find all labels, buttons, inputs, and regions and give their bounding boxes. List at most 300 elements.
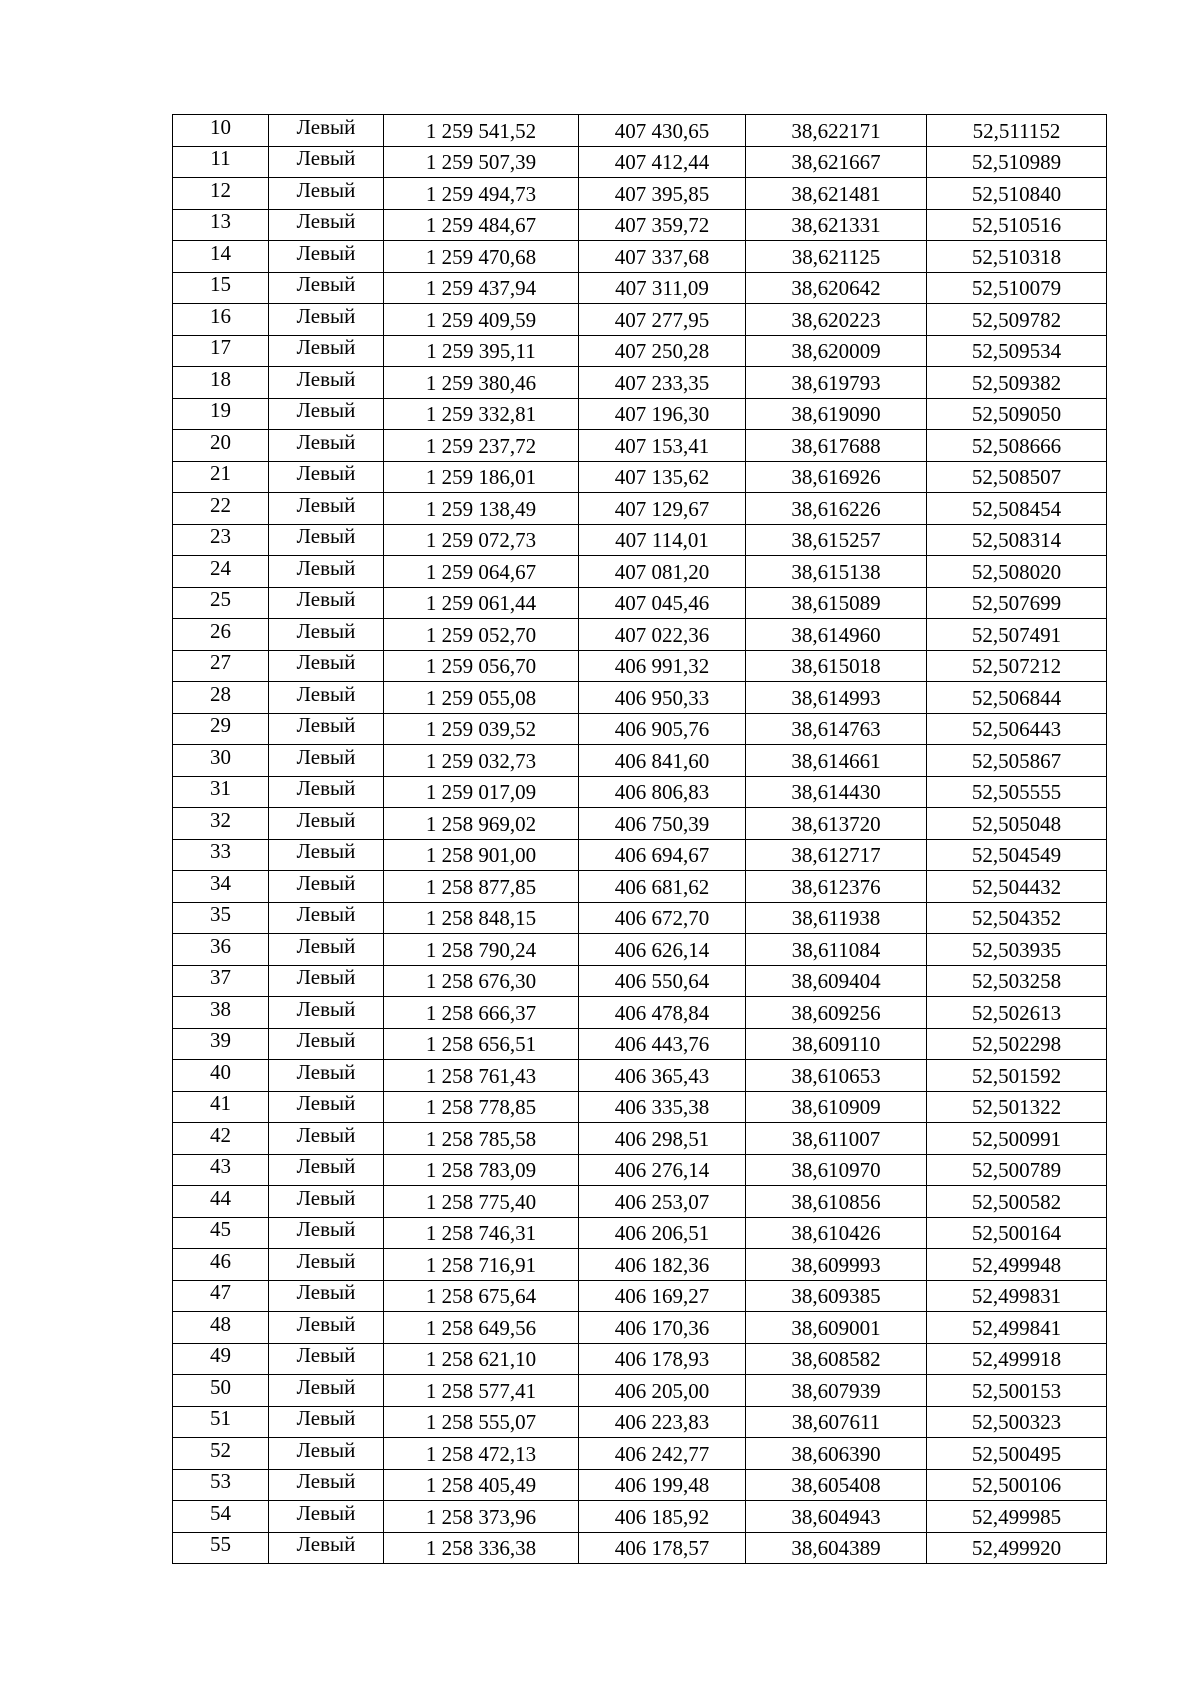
cell-text: 1 259 138,49 — [425, 496, 537, 521]
cell-text: Левый — [296, 303, 356, 328]
y-coordinate-cell — [579, 1091, 746, 1123]
longitude-cell — [746, 934, 927, 966]
table-row — [173, 871, 1107, 903]
cell-text: 52,510318 — [971, 244, 1062, 269]
cell-text: 55 — [210, 1532, 231, 1557]
longitude-cell — [746, 367, 927, 399]
cell-text: 406 626,14 — [614, 937, 710, 962]
cell-text: 406 365,43 — [614, 1063, 710, 1088]
latitude-cell — [927, 367, 1107, 399]
longitude-cell — [746, 493, 927, 525]
cell-text: 1 259 332,81 — [425, 402, 537, 427]
latitude-cell — [927, 1532, 1107, 1564]
point-number-cell — [173, 776, 269, 808]
y-coordinate-cell — [579, 745, 746, 777]
cell-text: 38,621331 — [791, 213, 881, 238]
cell-text: 52,510516 — [971, 213, 1062, 238]
y-coordinate-cell — [579, 1343, 746, 1375]
x-coordinate-cell — [384, 1501, 579, 1533]
latitude-cell — [927, 556, 1107, 588]
side-cell — [269, 1469, 384, 1501]
side-cell — [269, 241, 384, 273]
longitude-cell — [746, 272, 927, 304]
table-row — [173, 1343, 1107, 1375]
latitude-cell — [927, 1249, 1107, 1281]
side-cell — [269, 682, 384, 714]
cell-text: 21 — [210, 461, 231, 486]
cell-text: 38,614430 — [791, 780, 881, 805]
x-coordinate-cell — [384, 745, 579, 777]
longitude-cell — [746, 682, 927, 714]
cell-text: 407 196,30 — [614, 402, 710, 427]
cell-text: Левый — [296, 1469, 356, 1494]
latitude-cell — [927, 524, 1107, 556]
longitude-cell — [746, 839, 927, 871]
cell-text: Левый — [296, 650, 356, 675]
cell-text: 38,609001 — [791, 1315, 881, 1340]
cell-text: 36 — [210, 933, 231, 958]
side-cell — [269, 1406, 384, 1438]
y-coordinate-cell — [579, 713, 746, 745]
cell-text: 52,506844 — [971, 685, 1062, 710]
cell-text: 1 258 405,49 — [425, 1473, 537, 1498]
table-row — [173, 1154, 1107, 1186]
longitude-cell — [746, 556, 927, 588]
table-row — [173, 650, 1107, 682]
y-coordinate-cell — [579, 524, 746, 556]
table-row — [173, 808, 1107, 840]
cell-text: 1 258 848,15 — [425, 906, 537, 931]
cell-text: 407 114,01 — [615, 528, 709, 553]
cell-text: 1 259 395,11 — [426, 339, 536, 364]
cell-text: 52,504352 — [971, 906, 1062, 931]
point-number-cell — [173, 587, 269, 619]
side-cell — [269, 1438, 384, 1470]
x-coordinate-cell — [384, 1060, 579, 1092]
y-coordinate-cell — [579, 1469, 746, 1501]
latitude-cell — [927, 493, 1107, 525]
cell-text: 52,502613 — [971, 1000, 1062, 1025]
table-row — [173, 1532, 1107, 1564]
cell-text: 38,609404 — [791, 969, 881, 994]
x-coordinate-cell — [384, 1186, 579, 1218]
point-number-cell — [173, 1375, 269, 1407]
cell-text: 1 258 746,31 — [425, 1221, 537, 1246]
point-number-cell — [173, 965, 269, 997]
x-coordinate-cell — [384, 1312, 579, 1344]
cell-text: Левый — [296, 1311, 356, 1336]
point-number-cell — [173, 1343, 269, 1375]
point-number-cell — [173, 1091, 269, 1123]
cell-text: 32 — [210, 807, 231, 832]
cell-text: 52,499948 — [971, 1252, 1062, 1277]
point-number-cell — [173, 1060, 269, 1092]
cell-text: Левый — [296, 902, 356, 927]
cell-text: 38,620642 — [791, 276, 881, 301]
table-row — [173, 1249, 1107, 1281]
latitude-cell — [927, 1186, 1107, 1218]
cell-text: Левый — [296, 776, 356, 801]
cell-text: 1 258 555,07 — [425, 1410, 537, 1435]
side-cell — [269, 367, 384, 399]
latitude-cell — [927, 934, 1107, 966]
cell-text: 38,615257 — [791, 528, 881, 553]
table-row — [173, 1375, 1107, 1407]
cell-text: 38,616226 — [791, 496, 881, 521]
x-coordinate-cell — [384, 146, 579, 178]
cell-text: 406 205,00 — [614, 1378, 710, 1403]
cell-text: Левый — [296, 177, 356, 202]
y-coordinate-cell — [579, 808, 746, 840]
cell-text: 406 335,38 — [614, 1095, 710, 1120]
cell-text: 33 — [210, 839, 231, 864]
x-coordinate-cell — [384, 461, 579, 493]
cell-text: 1 258 783,09 — [425, 1158, 537, 1183]
cell-text: 26 — [210, 618, 231, 643]
cell-text: Левый — [296, 1122, 356, 1147]
table-row — [173, 209, 1107, 241]
side-cell — [269, 1343, 384, 1375]
x-coordinate-cell — [384, 902, 579, 934]
cell-text: Левый — [296, 272, 356, 297]
x-coordinate-cell — [384, 713, 579, 745]
x-coordinate-cell — [384, 524, 579, 556]
x-coordinate-cell — [384, 556, 579, 588]
cell-text: 407 430,65 — [614, 118, 710, 143]
cell-text: 38,606390 — [791, 1441, 881, 1466]
latitude-cell — [927, 902, 1107, 934]
cell-text: Левый — [296, 398, 356, 423]
y-coordinate-cell — [579, 587, 746, 619]
table-row — [173, 398, 1107, 430]
x-coordinate-cell — [384, 1469, 579, 1501]
side-cell — [269, 146, 384, 178]
latitude-cell — [927, 304, 1107, 336]
y-coordinate-cell — [579, 209, 746, 241]
cell-text: 52,501322 — [971, 1095, 1062, 1120]
table-row — [173, 178, 1107, 210]
cell-text: 52,499918 — [971, 1347, 1062, 1372]
cell-text: 52,499985 — [971, 1504, 1062, 1529]
cell-text: 406 169,27 — [614, 1284, 710, 1309]
cell-text: 1 259 017,09 — [425, 780, 537, 805]
cell-text: 38,612376 — [791, 874, 881, 899]
cell-text: 52,500495 — [971, 1441, 1062, 1466]
cell-text: Левый — [296, 1059, 356, 1084]
latitude-cell — [927, 997, 1107, 1029]
latitude-cell — [927, 1438, 1107, 1470]
x-coordinate-cell — [384, 335, 579, 367]
cell-text: 29 — [210, 713, 231, 738]
cell-text: 15 — [210, 272, 231, 297]
latitude-cell — [927, 1280, 1107, 1312]
side-cell — [269, 839, 384, 871]
side-cell — [269, 1154, 384, 1186]
latitude-cell — [927, 839, 1107, 871]
x-coordinate-cell — [384, 1280, 579, 1312]
x-coordinate-cell — [384, 209, 579, 241]
cell-text: 18 — [210, 366, 231, 391]
point-number-cell — [173, 524, 269, 556]
cell-text: 53 — [210, 1469, 231, 1494]
longitude-cell — [746, 902, 927, 934]
x-coordinate-cell — [384, 808, 579, 840]
cell-text: 1 258 790,24 — [425, 937, 537, 962]
x-coordinate-cell — [384, 1438, 579, 1470]
cell-text: Левый — [296, 618, 356, 643]
cell-text: 406 170,36 — [614, 1315, 710, 1340]
cell-text: 407 081,20 — [614, 559, 710, 584]
table-row — [173, 304, 1107, 336]
y-coordinate-cell — [579, 1280, 746, 1312]
side-cell — [269, 524, 384, 556]
cell-text: 38,617688 — [791, 433, 881, 458]
side-cell — [269, 335, 384, 367]
cell-text: Левый — [296, 1091, 356, 1116]
cell-text: Левый — [296, 1532, 356, 1557]
cell-text: Левый — [296, 839, 356, 864]
cell-text: 406 276,14 — [614, 1158, 710, 1183]
cell-text: 1 259 055,08 — [425, 685, 537, 710]
cell-text: 38,610426 — [791, 1221, 881, 1246]
side-cell — [269, 587, 384, 619]
longitude-cell — [746, 1060, 927, 1092]
cell-text: 1 258 676,30 — [425, 969, 537, 994]
point-number-cell — [173, 1217, 269, 1249]
cell-text: 1 258 969,02 — [425, 811, 537, 836]
longitude-cell — [746, 1091, 927, 1123]
cell-text: 1 259 484,67 — [425, 213, 537, 238]
cell-text: Левый — [296, 1185, 356, 1210]
x-coordinate-cell — [384, 776, 579, 808]
y-coordinate-cell — [579, 776, 746, 808]
cell-text: 38,616926 — [791, 465, 881, 490]
table-row — [173, 619, 1107, 651]
x-coordinate-cell — [384, 115, 579, 147]
point-number-cell — [173, 241, 269, 273]
y-coordinate-cell — [579, 398, 746, 430]
point-number-cell — [173, 934, 269, 966]
cell-text: 38,610970 — [791, 1158, 881, 1183]
y-coordinate-cell — [579, 335, 746, 367]
point-number-cell — [173, 902, 269, 934]
y-coordinate-cell — [579, 871, 746, 903]
coordinates-table — [172, 114, 1107, 1564]
side-cell — [269, 398, 384, 430]
y-coordinate-cell — [579, 934, 746, 966]
point-number-cell — [173, 146, 269, 178]
x-coordinate-cell — [384, 619, 579, 651]
cell-text: 38,607611 — [791, 1410, 881, 1435]
cell-text: 407 129,67 — [614, 496, 710, 521]
cell-text: 38,613720 — [791, 811, 881, 836]
cell-text: 1 258 666,37 — [425, 1000, 537, 1025]
cell-text: 1 259 039,52 — [425, 717, 537, 742]
cell-text: 45 — [210, 1217, 231, 1242]
cell-text: 38,620223 — [791, 307, 881, 332]
table-row — [173, 241, 1107, 273]
point-number-cell — [173, 1469, 269, 1501]
side-cell — [269, 430, 384, 462]
cell-text: 407 250,28 — [614, 339, 710, 364]
cell-text: Левый — [296, 209, 356, 234]
cell-text: 1 259 072,73 — [425, 528, 537, 553]
side-cell — [269, 965, 384, 997]
x-coordinate-cell — [384, 587, 579, 619]
y-coordinate-cell — [579, 902, 746, 934]
y-coordinate-cell — [579, 493, 746, 525]
cell-text: 38,610653 — [791, 1063, 881, 1088]
cell-text: 1 258 373,96 — [425, 1504, 537, 1529]
cell-text: Левый — [296, 1280, 356, 1305]
longitude-cell — [746, 1532, 927, 1564]
cell-text: 1 259 186,01 — [425, 465, 537, 490]
table-row — [173, 1091, 1107, 1123]
y-coordinate-cell — [579, 1028, 746, 1060]
cell-text: 38,614993 — [791, 685, 881, 710]
table-row — [173, 1438, 1107, 1470]
latitude-cell — [927, 430, 1107, 462]
cell-text: 406 672,70 — [614, 906, 710, 931]
longitude-cell — [746, 335, 927, 367]
longitude-cell — [746, 965, 927, 997]
cell-text: 406 806,83 — [614, 780, 710, 805]
cell-text: 407 022,36 — [614, 622, 710, 647]
table-row — [173, 146, 1107, 178]
cell-text: 23 — [210, 524, 231, 549]
cell-text: 38,614661 — [791, 748, 881, 773]
cell-text: Левый — [296, 713, 356, 738]
cell-text: 38,615089 — [791, 591, 881, 616]
side-cell — [269, 1249, 384, 1281]
point-number-cell — [173, 398, 269, 430]
cell-text: Левый — [296, 965, 356, 990]
cell-text: 52,500106 — [971, 1473, 1062, 1498]
cell-text: 1 258 675,64 — [425, 1284, 537, 1309]
cell-text: 34 — [210, 870, 231, 895]
y-coordinate-cell — [579, 1060, 746, 1092]
cell-text: 1 259 237,72 — [425, 433, 537, 458]
cell-text: 406 182,36 — [614, 1252, 710, 1277]
cell-text: Левый — [296, 1500, 356, 1525]
longitude-cell — [746, 241, 927, 273]
side-cell — [269, 1060, 384, 1092]
cell-text: 54 — [210, 1500, 231, 1525]
table-row — [173, 461, 1107, 493]
cell-text: 52,510079 — [971, 276, 1062, 301]
x-coordinate-cell — [384, 1217, 579, 1249]
table-row — [173, 1123, 1107, 1155]
latitude-cell — [927, 1091, 1107, 1123]
cell-text: 406 223,83 — [614, 1410, 710, 1435]
cell-text: 407 153,41 — [614, 433, 710, 458]
longitude-cell — [746, 146, 927, 178]
cell-text: 38,612717 — [791, 843, 881, 868]
cell-text: 11 — [210, 146, 231, 171]
cell-text: 52,511152 — [972, 118, 1061, 143]
cell-text: 38,611938 — [791, 906, 881, 931]
cell-text: 407 277,95 — [614, 307, 710, 332]
cell-text: 407 395,85 — [614, 181, 710, 206]
latitude-cell — [927, 808, 1107, 840]
cell-text: 38,610909 — [791, 1095, 881, 1120]
cell-text: 38,611007 — [791, 1126, 881, 1151]
cell-text: 52,502298 — [971, 1032, 1062, 1057]
cell-text: Левый — [296, 681, 356, 706]
x-coordinate-cell — [384, 1091, 579, 1123]
table-row — [173, 493, 1107, 525]
table-row — [173, 1028, 1107, 1060]
cell-text: 1 259 064,67 — [425, 559, 537, 584]
side-cell — [269, 1375, 384, 1407]
cell-text: 52,508020 — [971, 559, 1062, 584]
cell-text: 52,504432 — [971, 874, 1062, 899]
cell-text: 38,611084 — [791, 937, 881, 962]
latitude-cell — [927, 1375, 1107, 1407]
cell-text: 406 905,76 — [614, 717, 710, 742]
cell-text: 38,614763 — [791, 717, 881, 742]
point-number-cell — [173, 997, 269, 1029]
cell-text: 1 259 470,68 — [425, 244, 537, 269]
longitude-cell — [746, 461, 927, 493]
side-cell — [269, 1280, 384, 1312]
cell-text: 14 — [210, 240, 231, 265]
cell-text: Левый — [296, 429, 356, 454]
cell-text: 38,607939 — [791, 1378, 881, 1403]
cell-text: 1 258 775,40 — [425, 1189, 537, 1214]
side-cell — [269, 1532, 384, 1564]
cell-text: 406 242,77 — [614, 1441, 710, 1466]
cell-text: 406 206,51 — [614, 1221, 710, 1246]
latitude-cell — [927, 272, 1107, 304]
x-coordinate-cell — [384, 650, 579, 682]
table-row — [173, 367, 1107, 399]
table-row — [173, 1501, 1107, 1533]
longitude-cell — [746, 1375, 927, 1407]
cell-text: 407 135,62 — [614, 465, 710, 490]
longitude-cell — [746, 745, 927, 777]
table-row — [173, 1469, 1107, 1501]
cell-text: 1 258 778,85 — [425, 1095, 537, 1120]
point-number-cell — [173, 808, 269, 840]
side-cell — [269, 272, 384, 304]
cell-text: 38,620009 — [791, 339, 881, 364]
cell-text: 406 253,07 — [614, 1189, 710, 1214]
cell-text: 406 694,67 — [614, 843, 710, 868]
latitude-cell — [927, 587, 1107, 619]
longitude-cell — [746, 1123, 927, 1155]
x-coordinate-cell — [384, 178, 579, 210]
cell-text: 1 258 901,00 — [425, 843, 537, 868]
point-number-cell — [173, 367, 269, 399]
longitude-cell — [746, 776, 927, 808]
cell-text: 38,619793 — [791, 370, 881, 395]
table-row — [173, 335, 1107, 367]
cell-text: 24 — [210, 555, 231, 580]
cell-text: 52,505867 — [971, 748, 1062, 773]
x-coordinate-cell — [384, 367, 579, 399]
y-coordinate-cell — [579, 304, 746, 336]
point-number-cell — [173, 1406, 269, 1438]
point-number-cell — [173, 430, 269, 462]
cell-text: 38,604389 — [791, 1536, 881, 1561]
cell-text: 52,508454 — [971, 496, 1062, 521]
cell-text: 38,621125 — [791, 244, 881, 269]
cell-text: 46 — [210, 1248, 231, 1273]
table-row — [173, 713, 1107, 745]
cell-text: 52,508314 — [971, 528, 1062, 553]
table-row — [173, 1217, 1107, 1249]
